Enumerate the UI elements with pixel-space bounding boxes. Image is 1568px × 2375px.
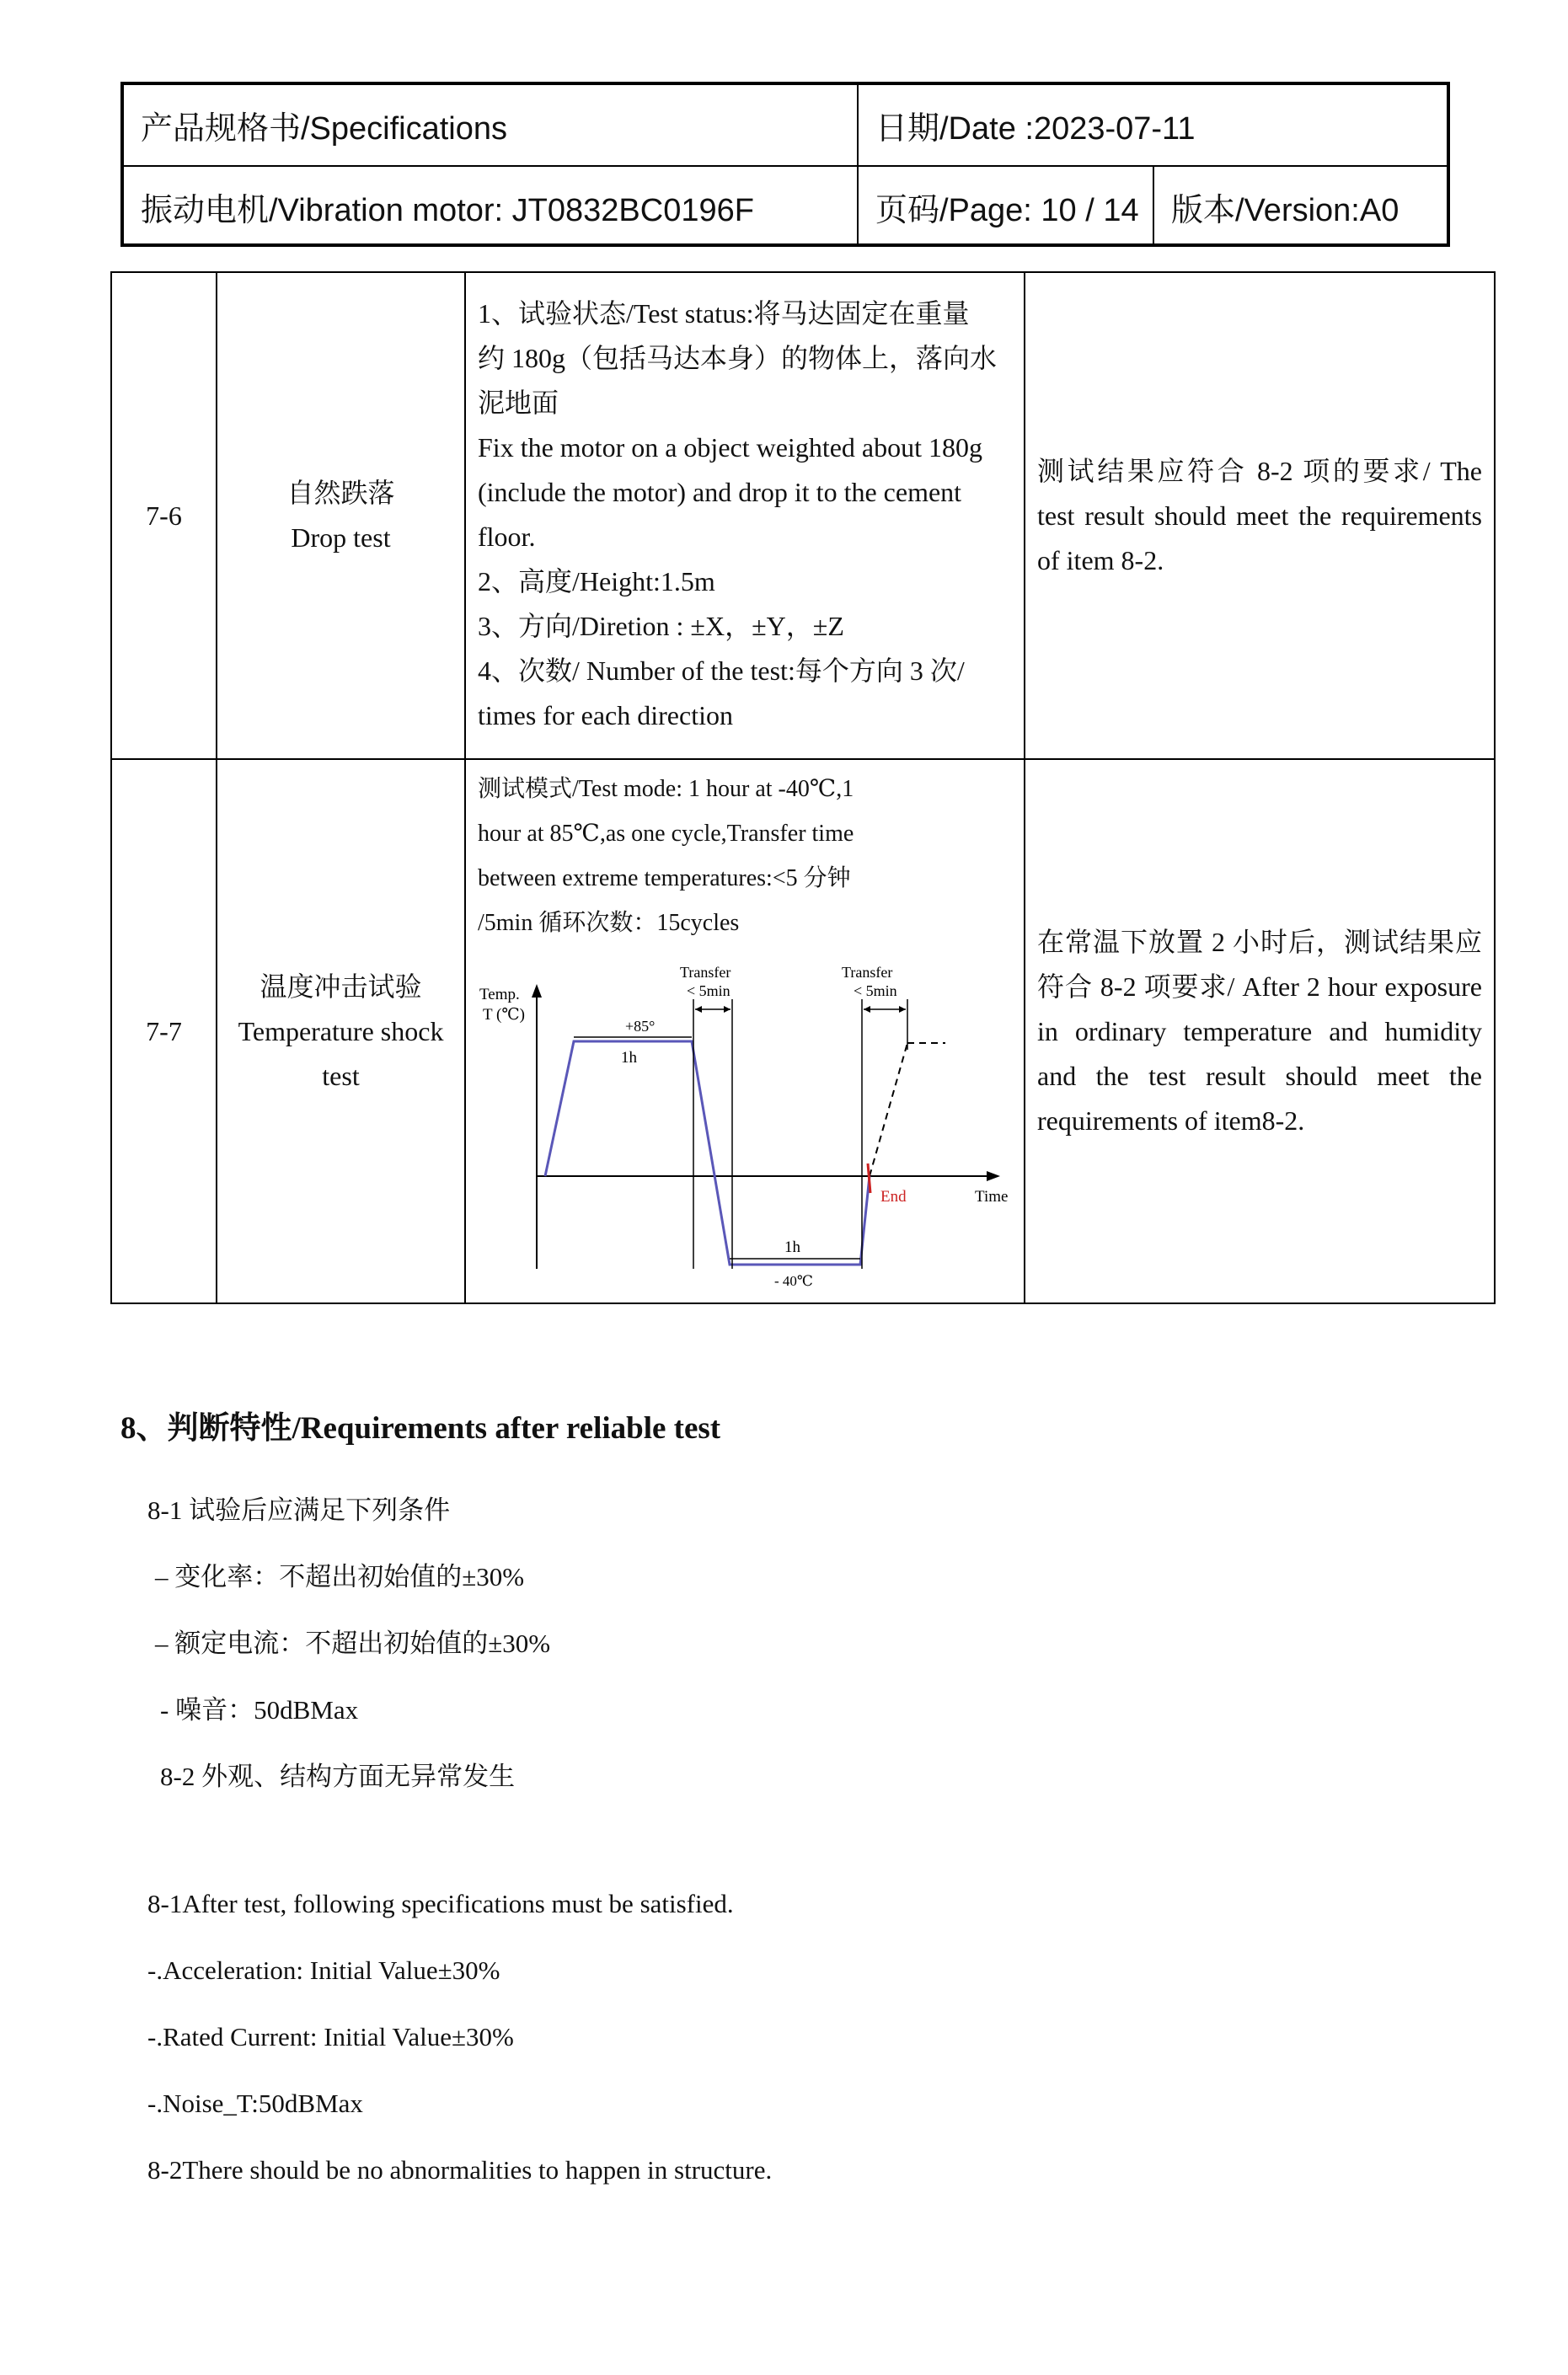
section-heading: 8、判断特性/Requirements after reliable test: [120, 1411, 721, 1446]
test-name: [217, 272, 465, 759]
condition-line: between extreme temperatures:<5 分钟: [478, 865, 851, 891]
test-name-cn: 自然跌落: [286, 478, 395, 508]
test-spec-table: [110, 271, 1496, 1304]
transfer-arrow-head: [899, 1006, 906, 1013]
condition-line: times for each direction: [478, 700, 733, 730]
en-requirement-line: -.Acceleration: Initial Value±30%: [147, 1955, 500, 1985]
condition-line: Fix the motor on a object weighted about 180g: [478, 432, 982, 463]
temperature-profile-line: [545, 1041, 870, 1265]
en-requirement-line: -.Rated Current: Initial Value±30%: [147, 2022, 514, 2051]
transfer-label: Transfer: [680, 964, 731, 981]
transfer-arrow-head: [864, 1006, 870, 1013]
y-axis-label: Temp.: [479, 986, 520, 1003]
condition-line: 1、试验状态/Test status:将马达固定在重量: [478, 298, 970, 329]
en-requirement-line: 8-1After test, following specifications must be satisfied.: [147, 1889, 734, 1918]
en-requirement-line: 8-2There should be no abnormalities to happen in structure.: [147, 2155, 773, 2185]
condition-line: floor.: [478, 522, 536, 552]
low-dur-label: 1h: [784, 1238, 800, 1256]
condition-line: 2、高度/Height:1.5m: [478, 566, 715, 596]
x-axis-arrow: [987, 1171, 1000, 1181]
table-row: [111, 759, 1495, 1303]
temperature-shock-diagram: [478, 949, 1009, 1294]
page-number: 页码/Page: 10 / 14: [875, 193, 1139, 228]
spec-title: 产品规格书/Specifications: [141, 111, 508, 147]
x-axis-label: Time: [975, 1188, 1009, 1206]
low-temp-label: - 40℃: [774, 1273, 813, 1289]
document-header: [120, 82, 1450, 247]
en-requirement-line: -.Noise_T:50dBMax: [147, 2089, 363, 2118]
y-axis-unit: T (℃): [483, 1006, 525, 1024]
test-condition: [465, 272, 1025, 759]
condition-line: (include the motor) and drop it to the cement: [478, 477, 962, 507]
high-temp-label: +85°: [625, 1018, 656, 1035]
transfer-time-label: < 5min: [687, 982, 730, 999]
product-model: 振动电机/Vibration motor: JT0832BC0196F: [141, 193, 754, 228]
transfer-time-label: < 5min: [854, 982, 897, 999]
document-date: 日期/Date :2023-07-11: [875, 111, 1196, 147]
next-cycle-line: [870, 1043, 907, 1176]
table-row: [111, 272, 1495, 759]
end-label: End: [880, 1188, 907, 1206]
test-name: [217, 759, 465, 1303]
cn-requirement-line: 8-1 试验后应满足下列条件: [147, 1495, 451, 1525]
condition-line: 泥地面: [478, 388, 559, 418]
condition-line: 测试模式/Test mode: 1 hour at -40℃,1: [478, 776, 854, 802]
condition-line: 3、方向/Diretion : ±X，±Y，±Z: [478, 611, 844, 641]
test-requirement: 在常温下放置 2 小时后，测试结果应符合 8-2 项要求/ After 2 hour exposure in ordinary temperature and humidity and the test result should meet the requirements of item8-2.: [1025, 759, 1495, 1303]
test-condition: [465, 759, 1025, 1303]
item-number: 7-7: [111, 759, 217, 1303]
document-version: 版本/Version:A0: [1171, 193, 1399, 228]
cn-requirement-line: – 变化率：不超出初始值的±30%: [155, 1562, 525, 1591]
condition-line: 约 180g（包括马达本身）的物体上，落向水: [478, 343, 998, 373]
condition-line: 4、次数/ Number of the test:每个方向 3 次/: [478, 655, 965, 686]
y-axis-arrow: [532, 984, 542, 998]
test-name-en: Temperature shock test: [238, 1015, 444, 1091]
high-dur-label: 1h: [621, 1049, 637, 1067]
test-name-en: Drop test: [291, 522, 391, 553]
transfer-label: Transfer: [842, 964, 893, 981]
test-requirement: 测试结果应符合 8-2 项的要求/ The test result should meet the requirements of item 8-2.: [1025, 272, 1495, 759]
test-name-cn: 温度冲击试验: [260, 971, 422, 1002]
cn-requirement-line: – 额定电流：不超出初始值的±30%: [155, 1629, 551, 1658]
condition-line: hour at 85℃,as one cycle,Transfer time: [478, 821, 854, 847]
condition-line: /5min 循环次数：15cycles: [478, 910, 740, 936]
transfer-arrow-head: [695, 1006, 702, 1013]
transfer-arrow-head: [724, 1006, 730, 1013]
cn-requirement-line: - 噪音：50dBMax: [160, 1695, 359, 1725]
item-number: 7-6: [111, 272, 217, 759]
cn-requirement-line: 8-2 外观、结构方面无异常发生: [160, 1762, 516, 1791]
